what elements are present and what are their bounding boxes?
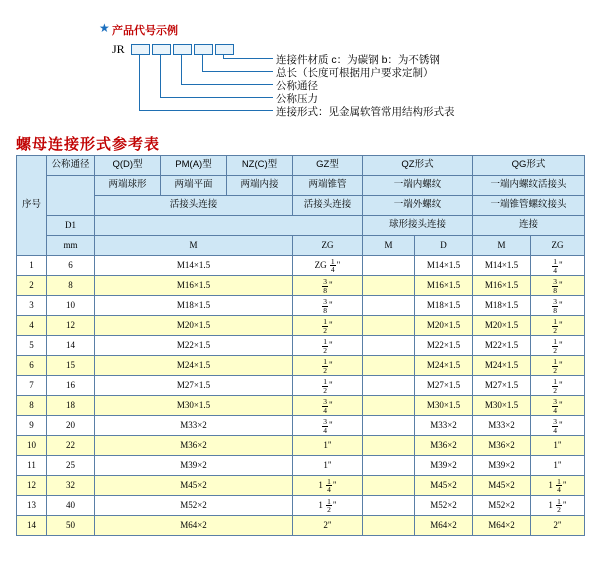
table-row (17, 336, 585, 356)
header-type-qz: 一端内螺纹 (363, 176, 473, 196)
cell-qg-zg: 1" (531, 436, 585, 456)
cell-dn: 8 (47, 276, 95, 296)
cell-thread-m: M33×2 (95, 416, 293, 436)
callout-nominal-diameter: 公称通径 (276, 80, 318, 92)
table-row (17, 296, 585, 316)
table-row (17, 416, 585, 436)
header-conn-qg: 一端锥管螺纹接头 (473, 196, 585, 216)
cell-qg-zg: 1" (531, 456, 585, 476)
header-seq-label: 序号 (21, 199, 41, 211)
callout-connection-type: 连接形式：见金属软管常用结构形式表 (276, 106, 455, 118)
cell-seq: 12 (17, 476, 47, 496)
table-header-row-connection (17, 196, 585, 216)
cell-seq: 13 (17, 496, 47, 516)
cell-qg-m: M64×2 (473, 516, 531, 536)
cell-gz-zg: 2" (293, 516, 363, 536)
header-group-pma: PM(A)型 (161, 156, 227, 176)
cell-dn: 32 (47, 476, 95, 496)
cell-thread-m: M18×1.5 (95, 296, 293, 316)
cell-dn: 40 (47, 496, 95, 516)
cell-gz-zg: $\frac{3}{4}$ " (293, 416, 363, 436)
cell-qz-m (363, 336, 415, 356)
table-row (17, 316, 585, 336)
cell-thread-m: M30×1.5 (95, 396, 293, 416)
cell-qg-m: M18×1.5 (473, 296, 531, 316)
cell-dn: 12 (47, 316, 95, 336)
cell-qg-m: M16×1.5 (473, 276, 531, 296)
cell-qz-d: M52×2 (415, 496, 473, 516)
table-row (17, 256, 585, 276)
cell-seq: 9 (17, 416, 47, 436)
table-header-row-types (17, 176, 585, 196)
header-group-qg: QG形式 (473, 156, 585, 176)
cell-qg-m: M20×1.5 (473, 316, 531, 336)
header-qz-ball: 球形接头连接 (363, 216, 473, 236)
cell-qz-d: M45×2 (415, 476, 473, 496)
cell-qg-m: M24×1.5 (473, 356, 531, 376)
cell-qg-zg: $\frac{1}{4}$ " (531, 256, 585, 276)
cell-qz-m (363, 356, 415, 376)
cell-qg-zg: 1 $\frac{1}{2}$ " (531, 496, 585, 516)
header-type-pma: 两端平面 (161, 176, 227, 196)
header-unit-m: M (95, 236, 293, 256)
cell-gz-zg: $\frac{1}{2}$ " (293, 376, 363, 396)
callout-material: 连接件材质 c：为碳钢 b：为不锈钢 (276, 54, 440, 66)
cell-qg-m: M27×1.5 (473, 376, 531, 396)
cell-qz-m (363, 396, 415, 416)
cell-qz-d: M64×2 (415, 516, 473, 536)
cell-dn: 18 (47, 396, 95, 416)
cell-qz-m (363, 496, 415, 516)
header-conn-qz: 一端外螺纹 (363, 196, 473, 216)
cell-qz-m (363, 256, 415, 276)
cell-qz-d: M36×2 (415, 436, 473, 456)
table-row (17, 456, 585, 476)
table-row (17, 516, 585, 536)
header-group-qz: QZ形式 (363, 156, 473, 176)
cell-gz-zg: $\frac{1}{2}$ " (293, 316, 363, 336)
cell-qz-d: M33×2 (415, 416, 473, 436)
cell-qz-m (363, 316, 415, 336)
table-header-row-d1 (17, 216, 585, 236)
header-unit-qz-m: M (363, 236, 415, 256)
table-row (17, 396, 585, 416)
code-box-1 (131, 44, 150, 55)
product-code-legend (0, 0, 600, 128)
cell-gz-zg: $\frac{3}{4}$ " (293, 396, 363, 416)
cell-qg-m: M22×1.5 (473, 336, 531, 356)
cell-seq: 4 (17, 316, 47, 336)
cell-qz-m (363, 416, 415, 436)
header-d1: D1 (47, 216, 95, 236)
cell-seq: 2 (17, 276, 47, 296)
code-box-2 (152, 44, 171, 55)
cell-qg-zg: $\frac{3}{8}$ " (531, 296, 585, 316)
table-row (17, 276, 585, 296)
header-unit-zg: ZG (293, 236, 363, 256)
header-blank-mid (95, 216, 363, 236)
cell-thread-m: M36×2 (95, 436, 293, 456)
cell-qz-d: M30×1.5 (415, 396, 473, 416)
leader-line-2-v (160, 54, 161, 98)
cell-seq: 6 (17, 356, 47, 376)
header-unit-qg-zg: ZG (531, 236, 585, 256)
cell-qg-zg: 1 $\frac{1}{4}$ " (531, 476, 585, 496)
cell-qz-d: M22×1.5 (415, 336, 473, 356)
cell-qg-zg: $\frac{1}{2}$ " (531, 356, 585, 376)
cell-seq: 11 (17, 456, 47, 476)
cell-qg-m: M36×2 (473, 436, 531, 456)
cell-qg-m: M39×2 (473, 456, 531, 476)
cell-qg-m: M33×2 (473, 416, 531, 436)
code-box-5 (215, 44, 234, 55)
callout-nominal-pressure: 公称压力 (276, 93, 318, 105)
nut-connection-table (16, 155, 585, 536)
page-title: 螺母连接形式参考表 (16, 136, 161, 153)
legend-title: 产品代号示例 (112, 25, 178, 37)
cell-qg-zg: $\frac{1}{2}$ " (531, 376, 585, 396)
cell-qg-m: M45×2 (473, 476, 531, 496)
nut-connection-table-wrapper (16, 155, 584, 536)
cell-dn: 20 (47, 416, 95, 436)
cell-qz-m (363, 516, 415, 536)
table-row (17, 356, 585, 376)
leader-line-5-h (223, 58, 273, 59)
table-row (17, 476, 585, 496)
header-unit-mm: mm (47, 236, 95, 256)
header-type-qd: 两端球形 (95, 176, 161, 196)
cell-seq: 3 (17, 296, 47, 316)
header-type-nzc: 两端内接 (227, 176, 293, 196)
leader-line-3-h (181, 84, 273, 85)
cell-thread-m: M16×1.5 (95, 276, 293, 296)
leader-line-4-h (202, 71, 273, 72)
table-body (17, 256, 585, 536)
cell-qg-m: M14×1.5 (473, 256, 531, 276)
leader-line-2-h (160, 97, 273, 98)
header-group-nzc: NZ(C)型 (227, 156, 293, 176)
header-unit-qz-d: D (415, 236, 473, 256)
code-box-3 (173, 44, 192, 55)
cell-seq: 5 (17, 336, 47, 356)
cell-dn: 16 (47, 376, 95, 396)
cell-dn: 50 (47, 516, 95, 536)
cell-qz-m (363, 276, 415, 296)
cell-thread-m: M27×1.5 (95, 376, 293, 396)
cell-thread-m: M52×2 (95, 496, 293, 516)
cell-dn: 14 (47, 336, 95, 356)
cell-qg-m: M52×2 (473, 496, 531, 516)
cell-thread-m: M22×1.5 (95, 336, 293, 356)
cell-thread-m: M24×1.5 (95, 356, 293, 376)
cell-qz-m (363, 436, 415, 456)
table-header-row-units (17, 236, 585, 256)
code-box-4 (194, 44, 213, 55)
cell-dn: 15 (47, 356, 95, 376)
cell-thread-m: M39×2 (95, 456, 293, 476)
cell-qz-m (363, 296, 415, 316)
cell-gz-zg: $\frac{1}{2}$ " (293, 356, 363, 376)
cell-qg-zg: $\frac{3}{8}$ " (531, 276, 585, 296)
cell-qz-d: M16×1.5 (415, 276, 473, 296)
cell-dn: 22 (47, 436, 95, 456)
cell-gz-zg: 1" (293, 436, 363, 456)
cell-gz-zg: 1 $\frac{1}{4}$ " (293, 476, 363, 496)
cell-thread-m: M64×2 (95, 516, 293, 536)
cell-gz-zg: $\frac{1}{2}$ " (293, 336, 363, 356)
table-row (17, 436, 585, 456)
cell-qz-d: M14×1.5 (415, 256, 473, 276)
header-dn-spacer (47, 176, 95, 216)
cell-seq: 7 (17, 376, 47, 396)
cell-qz-m (363, 476, 415, 496)
cell-seq: 14 (17, 516, 47, 536)
cell-seq: 8 (17, 396, 47, 416)
table-row (17, 376, 585, 396)
cell-qg-m: M30×1.5 (473, 396, 531, 416)
cell-thread-m: M45×2 (95, 476, 293, 496)
header-seq (17, 156, 47, 256)
cell-qz-d: M39×2 (415, 456, 473, 476)
cell-gz-zg: $\frac{3}{8}$ " (293, 276, 363, 296)
cell-qz-d: M24×1.5 (415, 356, 473, 376)
cell-qg-zg: $\frac{1}{2}$ " (531, 316, 585, 336)
cell-qz-d: M18×1.5 (415, 296, 473, 316)
cell-dn: 6 (47, 256, 95, 276)
header-unit-qg-m: M (473, 236, 531, 256)
cell-thread-m: M20×1.5 (95, 316, 293, 336)
header-qg-connect: 连接 (473, 216, 585, 236)
cell-qz-m (363, 376, 415, 396)
cell-seq: 10 (17, 436, 47, 456)
cell-gz-zg: 1 $\frac{1}{2}$ " (293, 496, 363, 516)
cell-gz-zg: ZG $\frac{1}{4}$ " (293, 256, 363, 276)
cell-qg-zg: $\frac{1}{2}$ " (531, 336, 585, 356)
header-group-gz: GZ型 (293, 156, 363, 176)
header-type-gz: 两端锥管 (293, 176, 363, 196)
callout-total-length: 总长（长度可根据用户要求定制） (276, 67, 434, 79)
cell-qz-m (363, 456, 415, 476)
leader-line-1-h (139, 110, 273, 111)
code-prefix: JR (112, 42, 125, 56)
header-dn: 公称通径 (47, 156, 95, 176)
cell-gz-zg: 1" (293, 456, 363, 476)
header-type-qg: 一端内螺纹活接头 (473, 176, 585, 196)
table-header-row-groups (17, 156, 585, 176)
cell-dn: 10 (47, 296, 95, 316)
cell-thread-m: M14×1.5 (95, 256, 293, 276)
header-conn-union-gz: 活接头连接 (293, 196, 363, 216)
cell-dn: 25 (47, 456, 95, 476)
cell-qz-d: M27×1.5 (415, 376, 473, 396)
cell-qg-zg: 2" (531, 516, 585, 536)
leader-line-1-v (139, 54, 140, 111)
table-row (17, 496, 585, 516)
star-icon: ★ (99, 21, 110, 35)
leader-line-3-v (181, 54, 182, 85)
cell-qg-zg: $\frac{3}{4}$ " (531, 396, 585, 416)
cell-seq: 1 (17, 256, 47, 276)
header-group-qd: Q(D)型 (95, 156, 161, 176)
leader-line-4-v (202, 54, 203, 72)
cell-gz-zg: $\frac{3}{8}$ " (293, 296, 363, 316)
cell-qz-d: M20×1.5 (415, 316, 473, 336)
header-conn-union: 活接头连接 (95, 196, 293, 216)
cell-qg-zg: $\frac{3}{4}$ " (531, 416, 585, 436)
